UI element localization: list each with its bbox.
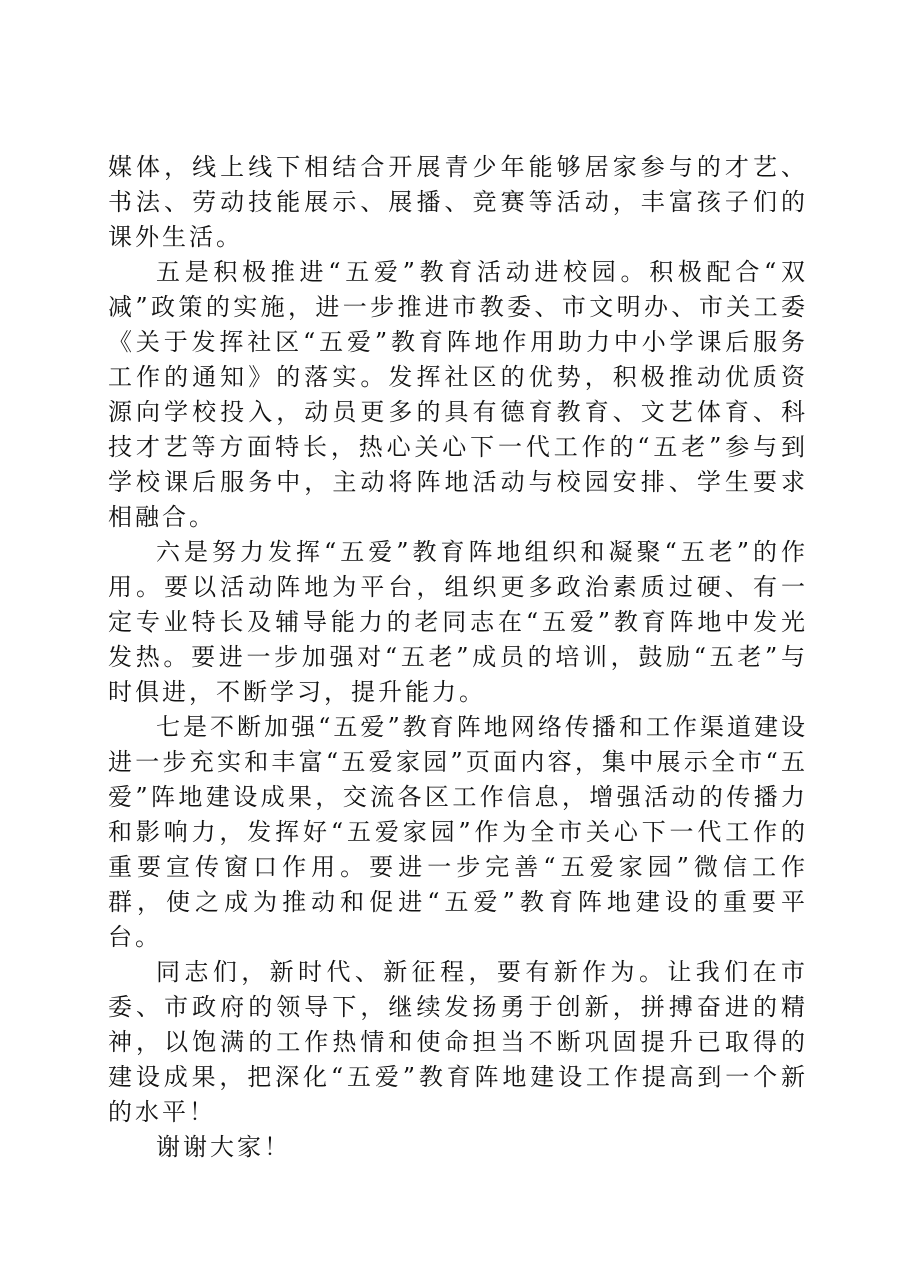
paragraph-continuation: 媒体，线上线下相结合开展青少年能够居家参与的才艺、书法、劳动技能展示、展播、竞赛等活动，丰富孩子们的课外生活。 bbox=[108, 153, 808, 251]
paragraph-item-five: 五是积极推进“五爱”教育活动进校园。积极配合“双减”政策的实施，进一步推进市教委、市文明办、市关工委《关于发挥社区“五爱”教育阵地作用助力中小学课后服务工作的通知》的落实。发挥社区的优势，积极推动优质资源向学校投入，动员更多的具有德育教育、文艺体育、科技才艺等方面特长，热心关心下一代工作的“五老”参与到学校课后服务中，主动将阵地活动与校园安排、学生要求相融合。 bbox=[108, 258, 808, 531]
paragraph-item-seven: 七是不断加强“五爱”教育阵地网络传播和工作渠道建设进一步充实和丰富“五爱家园”页面内容，集中展示全市“五爱”阵地建设成果，交流各区工作信息，增强活动的传播力和影响力，发挥好“五爱家园”作为全市关心下一代工作的重要宣传窗口作用。要进一步完善“五爱家园”微信工作群，使之成为推动和促进“五爱”教育阵地建设的重要平台。 bbox=[108, 713, 808, 951]
paragraph-item-six: 六是努力发挥“五爱”教育阵地组织和凝聚“五老”的作用。要以活动阵地为平台，组织更多政治素质过硬、有一定专业特长及辅导能力的老同志在“五爱”教育阵地中发光发热。要进一步加强对“五老”成员的培训，鼓励“五老”与时俱进，不断学习，提升能力。 bbox=[108, 538, 808, 706]
paragraph-thanks: 谢谢大家！ bbox=[156, 1133, 291, 1161]
paragraph-closing: 同志们，新时代、新征程，要有新作为。让我们在市委、市政府的领导下，继续发扬勇于创新，拼搏奋进的精神，以饱满的工作热情和使命担当不断巩固提升已取得的建设成果，把深化“五爱”教育阵地建设工作提高到一个新的水平！ bbox=[108, 958, 808, 1126]
document-body bbox=[108, 150, 808, 1165]
